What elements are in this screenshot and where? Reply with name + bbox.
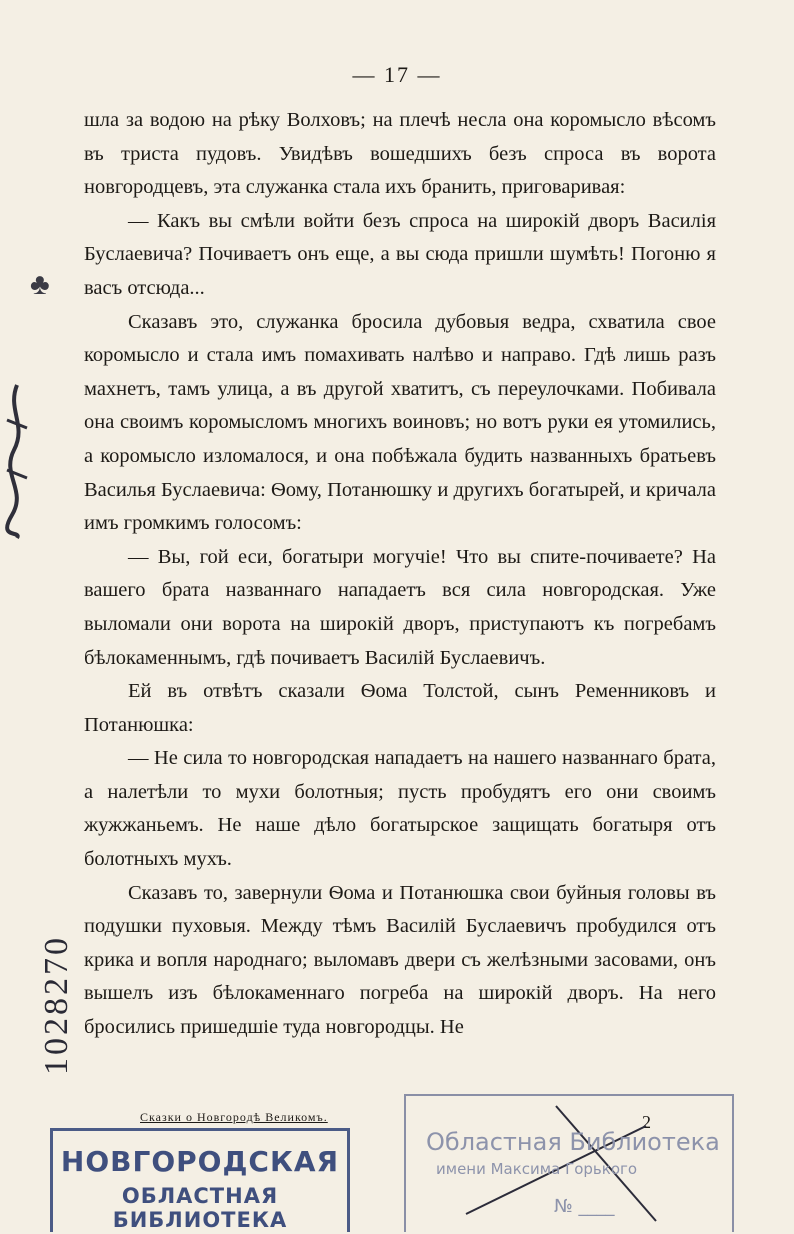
stamp-right-line2: имени Максима Горького: [436, 1160, 638, 1178]
signature-number: 2: [642, 1112, 651, 1132]
paragraph-1: шла за водою на рѣку Волховъ; на плечѣ несла она коромысло вѣсомъ въ триста пудовъ. Увидѣвъ вошедшихъ безъ спроса въ ворота новгородцевъ, эта служанка стала ихъ бранить, приговаривая:: [84, 109, 716, 199]
paragraph-5: Ей въ отвѣтъ сказали Ѳома Толстой, сынъ Ременниковъ и Потанюшка:: [84, 680, 716, 736]
paragraph-4: — Вы, гой еси, богатыри могучіе! Что вы спите-почиваете? На вашего брата названнаго нападаетъ вся сила новгородская. Уже выломали они ворота на широкій дворъ, приступаютъ къ погребамъ бѣлокаменнымъ, гдѣ почиваетъ Василій Буслаевичъ.: [84, 545, 716, 669]
stamp-left-line1: НОВГОРОДСКАЯ: [60, 1145, 340, 1178]
paragraph-6: — Не сила то новгородская нападаетъ на нашего названнаго брата, а налетѣли то мухи болотныя; пусть пробудятъ его они своимъ жужжаньемъ. Не наше дѣло богатырское защищать богатыря отъ болотныхъ мухъ.: [84, 747, 716, 871]
margin-ink-mark: ♣: [30, 268, 50, 301]
paragraph-3: Сказавъ это, служанка бросила дубовыя ведра, схватила свое коромысло и стала имъ помахивать налѣво и направо. Гдѣ лишь разъ махнетъ, тамъ улица, а въ другой хватитъ, съ переулочками. Побивала она своимъ коромысломъ многихъ воиновъ; но вотъ руки ея утомились, а коромысло изломалося, и она побѣжала будить названныхъ братьевъ Василья Буслаевича: Ѳому, Потанюшку и другихъ богатырей, и кричала имъ громкимъ голосомъ:: [84, 310, 716, 535]
body-text: [84, 104, 716, 1045]
paragraph-7: Сказавъ то, завернули Ѳома и Потанюшка свои буйныя головы въ подушки пуховыя. Между тѣмъ Василій Буслаевичъ пробудился отъ крика и вопля народнаго; выломавъ двери съ желѣзными засовами, онъ вышелъ изъ бѣлокаменнаго погреба на широкій дворъ. На него бросились пришедшіе туда новгородцы. Не: [84, 881, 716, 1039]
library-stamp-right: [404, 1094, 734, 1232]
inventory-number: 1028270: [38, 935, 75, 1075]
paragraph-2: — Какъ вы смѣли войти безъ спроса на широкій дворъ Василія Буслаевича? Почиваетъ онъ еще, а вы сюда пришли шумѣть! Погоню я васъ отсюда...: [84, 209, 716, 299]
signature-title: Сказки о Новгородѣ Великомъ.: [140, 1110, 328, 1124]
margin-scribble: [2, 380, 32, 540]
library-stamp-left: [50, 1128, 350, 1232]
stamp-right-line1: Областная Библиотека: [426, 1128, 720, 1156]
page-number: — 17 —: [352, 62, 442, 87]
stamp-left-line2: ОБЛАСТНАЯ БИБЛИОТЕКА: [112, 1184, 288, 1232]
stamp-right-line3: № ____: [554, 1196, 615, 1217]
